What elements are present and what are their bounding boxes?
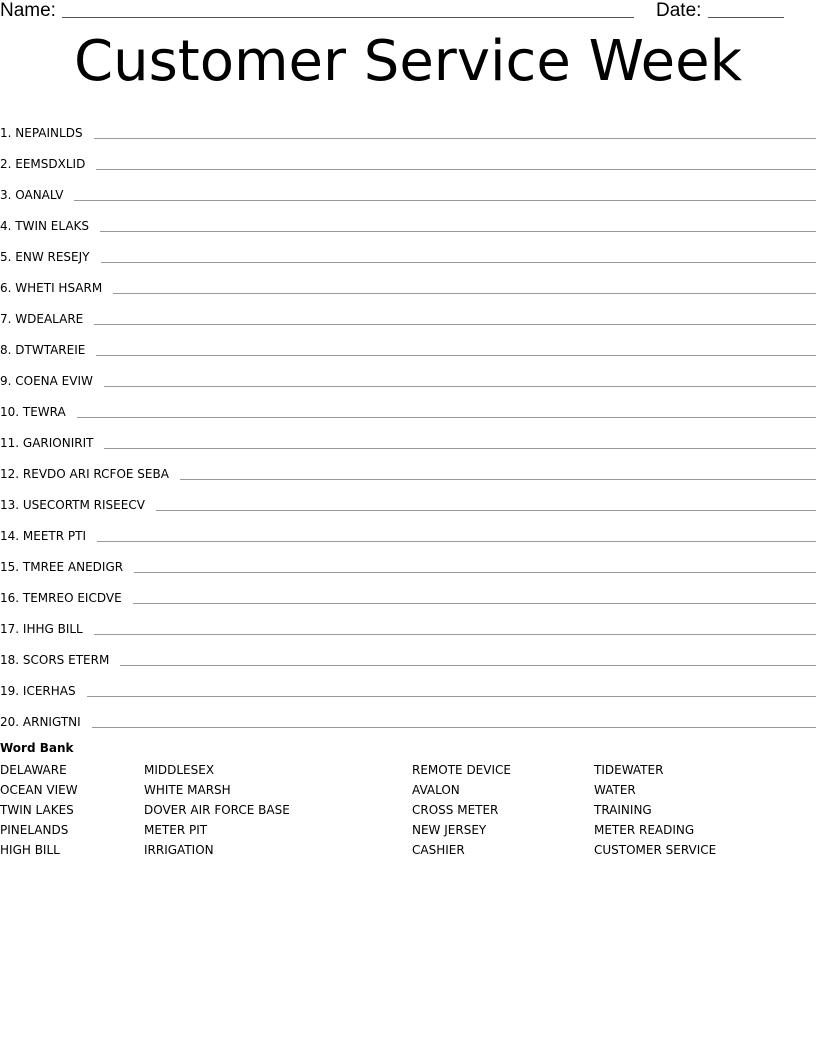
word-bank-column [0,760,78,860]
question-row [0,296,816,327]
question-text: 14. MEETR PTI [0,529,87,543]
question-text: 8. DTWTAREIE [0,343,86,357]
question-text: 2. EEMSDXLID [0,157,86,171]
word-bank-word: NEW JERSEY [412,823,487,837]
word-bank-word: TRAINING [594,803,652,817]
answer-line [87,696,816,697]
date-label: Date: [656,0,702,21]
date-blank-line [708,17,784,18]
word-bank-column [412,760,511,860]
answer-line [94,634,816,635]
word-bank-word: DOVER AIR FORCE BASE [144,803,290,817]
answer-line [134,572,816,573]
question-list [0,110,816,730]
question-row [0,172,816,203]
word-bank-word: MIDDLESEX [144,763,215,777]
word-bank-word: PINELANDS [0,823,69,837]
answer-line [104,448,816,449]
word-bank-title: Word Bank [0,741,74,755]
answer-line [113,293,816,294]
word-bank-word: CUSTOMER SERVICE [594,843,717,857]
answer-line [120,665,816,666]
answer-line [96,169,816,170]
question-row [0,389,816,420]
question-row [0,327,816,358]
question-text: 15. TMREE ANEDIGR [0,560,124,574]
question-row [0,358,816,389]
question-text: 7. WDEALARE [0,312,84,326]
question-text: 5. ENW RESEJY [0,250,90,264]
question-text: 9. COENA EVIW [0,374,93,388]
answer-line [94,324,816,325]
word-bank-word: METER PIT [144,823,208,837]
question-row [0,482,816,513]
worksheet-header [0,0,816,24]
page-title: Customer Service Week [73,29,742,94]
answer-line [156,510,816,511]
word-bank-word: CASHIER [412,843,465,857]
word-bank [0,740,816,866]
question-text: 19. ICERHAS [0,684,76,698]
question-text: 1. NEPAINLDS [0,126,83,140]
word-bank-word: IRRIGATION [144,843,214,857]
question-text: 4. TWIN ELAKS [0,219,90,233]
question-row [0,141,816,172]
word-bank-word: TWIN LAKES [0,803,74,817]
question-row [0,575,816,606]
answer-line [92,727,816,728]
answer-line [133,603,816,604]
answer-line [94,138,816,139]
question-row [0,110,816,141]
word-bank-column [594,760,716,860]
question-row [0,668,816,699]
word-bank-word: HIGH BILL [0,843,60,857]
answer-line [96,355,816,356]
question-text: 11. GARIONIRIT [0,436,94,450]
word-bank-word: AVALON [412,783,460,797]
answer-line [100,231,816,232]
question-row [0,234,816,265]
word-bank-word: WHITE MARSH [144,783,231,797]
answer-line [97,541,816,542]
question-text: 18. SCORS ETERM [0,653,110,667]
answer-line [180,479,816,480]
question-text: 13. USECORTM RISEECV [0,498,145,512]
question-row [0,420,816,451]
word-bank-word: METER READING [594,823,695,837]
question-text: 10. TEWRA [0,405,66,419]
word-bank-column [144,760,290,860]
answer-line [77,417,816,418]
question-text: 6. WHETI HSARM [0,281,103,295]
question-text: 17. IHHG BILL [0,622,83,636]
name-label: Name: [0,0,56,21]
question-row [0,637,816,668]
name-blank-line [62,17,634,18]
word-bank-word: REMOTE DEVICE [412,763,511,777]
answer-line [74,200,816,201]
question-text: 16. TEMREO EICDVE [0,591,122,605]
word-bank-word: CROSS METER [412,803,499,817]
question-row [0,544,816,575]
answer-line [104,386,816,387]
answer-line [101,262,816,263]
question-text: 20. ARNIGTNI [0,715,81,729]
word-bank-grid [0,756,816,866]
question-row [0,203,816,234]
question-row [0,699,816,730]
question-row [0,513,816,544]
word-bank-word: DELAWARE [0,763,67,777]
word-bank-word: OCEAN VIEW [0,783,78,797]
question-row [0,451,816,482]
question-text: 12. REVDO ARI RCFOE SEBA [0,467,169,481]
word-bank-word: WATER [594,783,636,797]
question-row [0,606,816,637]
question-row [0,265,816,296]
question-text: 3. OANALV [0,188,64,202]
word-bank-word: TIDEWATER [594,763,664,777]
